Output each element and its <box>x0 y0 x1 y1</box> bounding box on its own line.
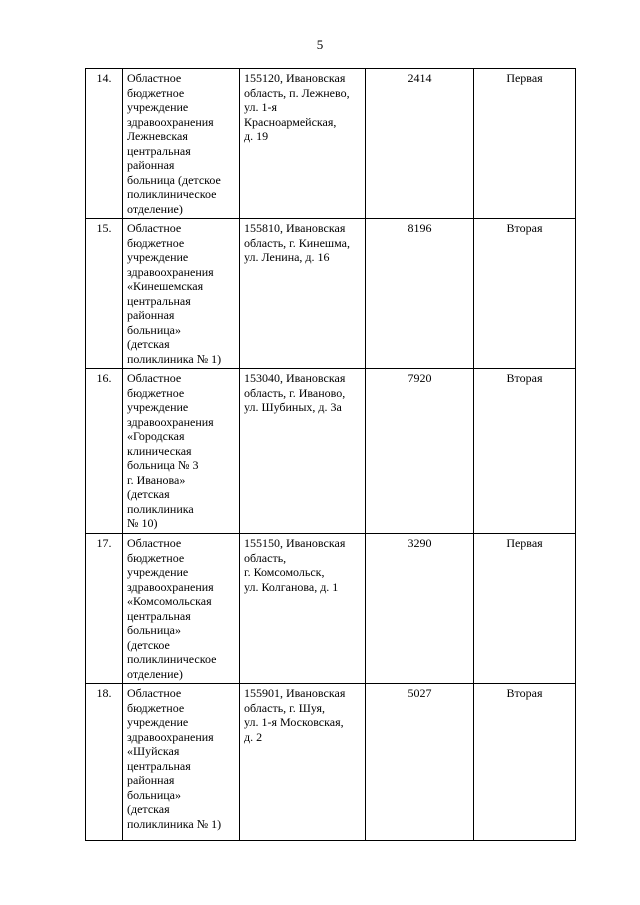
table-row <box>86 369 576 534</box>
attached-count: 7920 <box>366 369 474 534</box>
institution-name: Областное бюджетное учреждение здравоохранения Лежневская центральная районная больница (детское поликлиническое отделение) <box>123 69 240 219</box>
category: Вторая <box>474 219 576 369</box>
row-number: 15. <box>86 219 123 369</box>
attached-count: 2414 <box>366 69 474 219</box>
institutions-table <box>85 68 576 841</box>
row-number: 17. <box>86 534 123 684</box>
institution-name: Областное бюджетное учреждение здравоохранения «Городская клиническая больница № 3 г. Иванова» (детская поликлиника № 10) <box>123 369 240 534</box>
institution-address: 155150, Ивановская область, г. Комсомольск, ул. Колганова, д. 1 <box>240 534 366 684</box>
institution-address: 155810, Ивановская область, г. Кинешма, ул. Ленина, д. 16 <box>240 219 366 369</box>
institution-address: 155901, Ивановская область, г. Шуя, ул. 1-я Московская, д. 2 <box>240 684 366 841</box>
institution-address: 155120, Ивановская область, п. Лежнево, ул. 1-я Красноармейская, д. 19 <box>240 69 366 219</box>
table-row <box>86 219 576 369</box>
institution-name: Областное бюджетное учреждение здравоохранения «Шуйская центральная районная больница» (детская поликлиника № 1) <box>123 684 240 841</box>
table-row <box>86 69 576 219</box>
institution-address: 153040, Ивановская область, г. Иваново, ул. Шубиных, д. 3а <box>240 369 366 534</box>
row-number: 14. <box>86 69 123 219</box>
category: Вторая <box>474 369 576 534</box>
category: Первая <box>474 534 576 684</box>
table-row <box>86 684 576 841</box>
row-number: 16. <box>86 369 123 534</box>
institution-name: Областное бюджетное учреждение здравоохранения «Кинешемская центральная районная больница» (детская поликлиника № 1) <box>123 219 240 369</box>
category: Первая <box>474 69 576 219</box>
page-number: 5 <box>316 37 324 52</box>
institution-name: Областное бюджетное учреждение здравоохранения «Комсомольская центральная больница» (детское поликлиническое отделение) <box>123 534 240 684</box>
row-number: 18. <box>86 684 123 841</box>
attached-count: 8196 <box>366 219 474 369</box>
attached-count: 3290 <box>366 534 474 684</box>
table-row <box>86 534 576 684</box>
category: Вторая <box>474 684 576 841</box>
attached-count: 5027 <box>366 684 474 841</box>
